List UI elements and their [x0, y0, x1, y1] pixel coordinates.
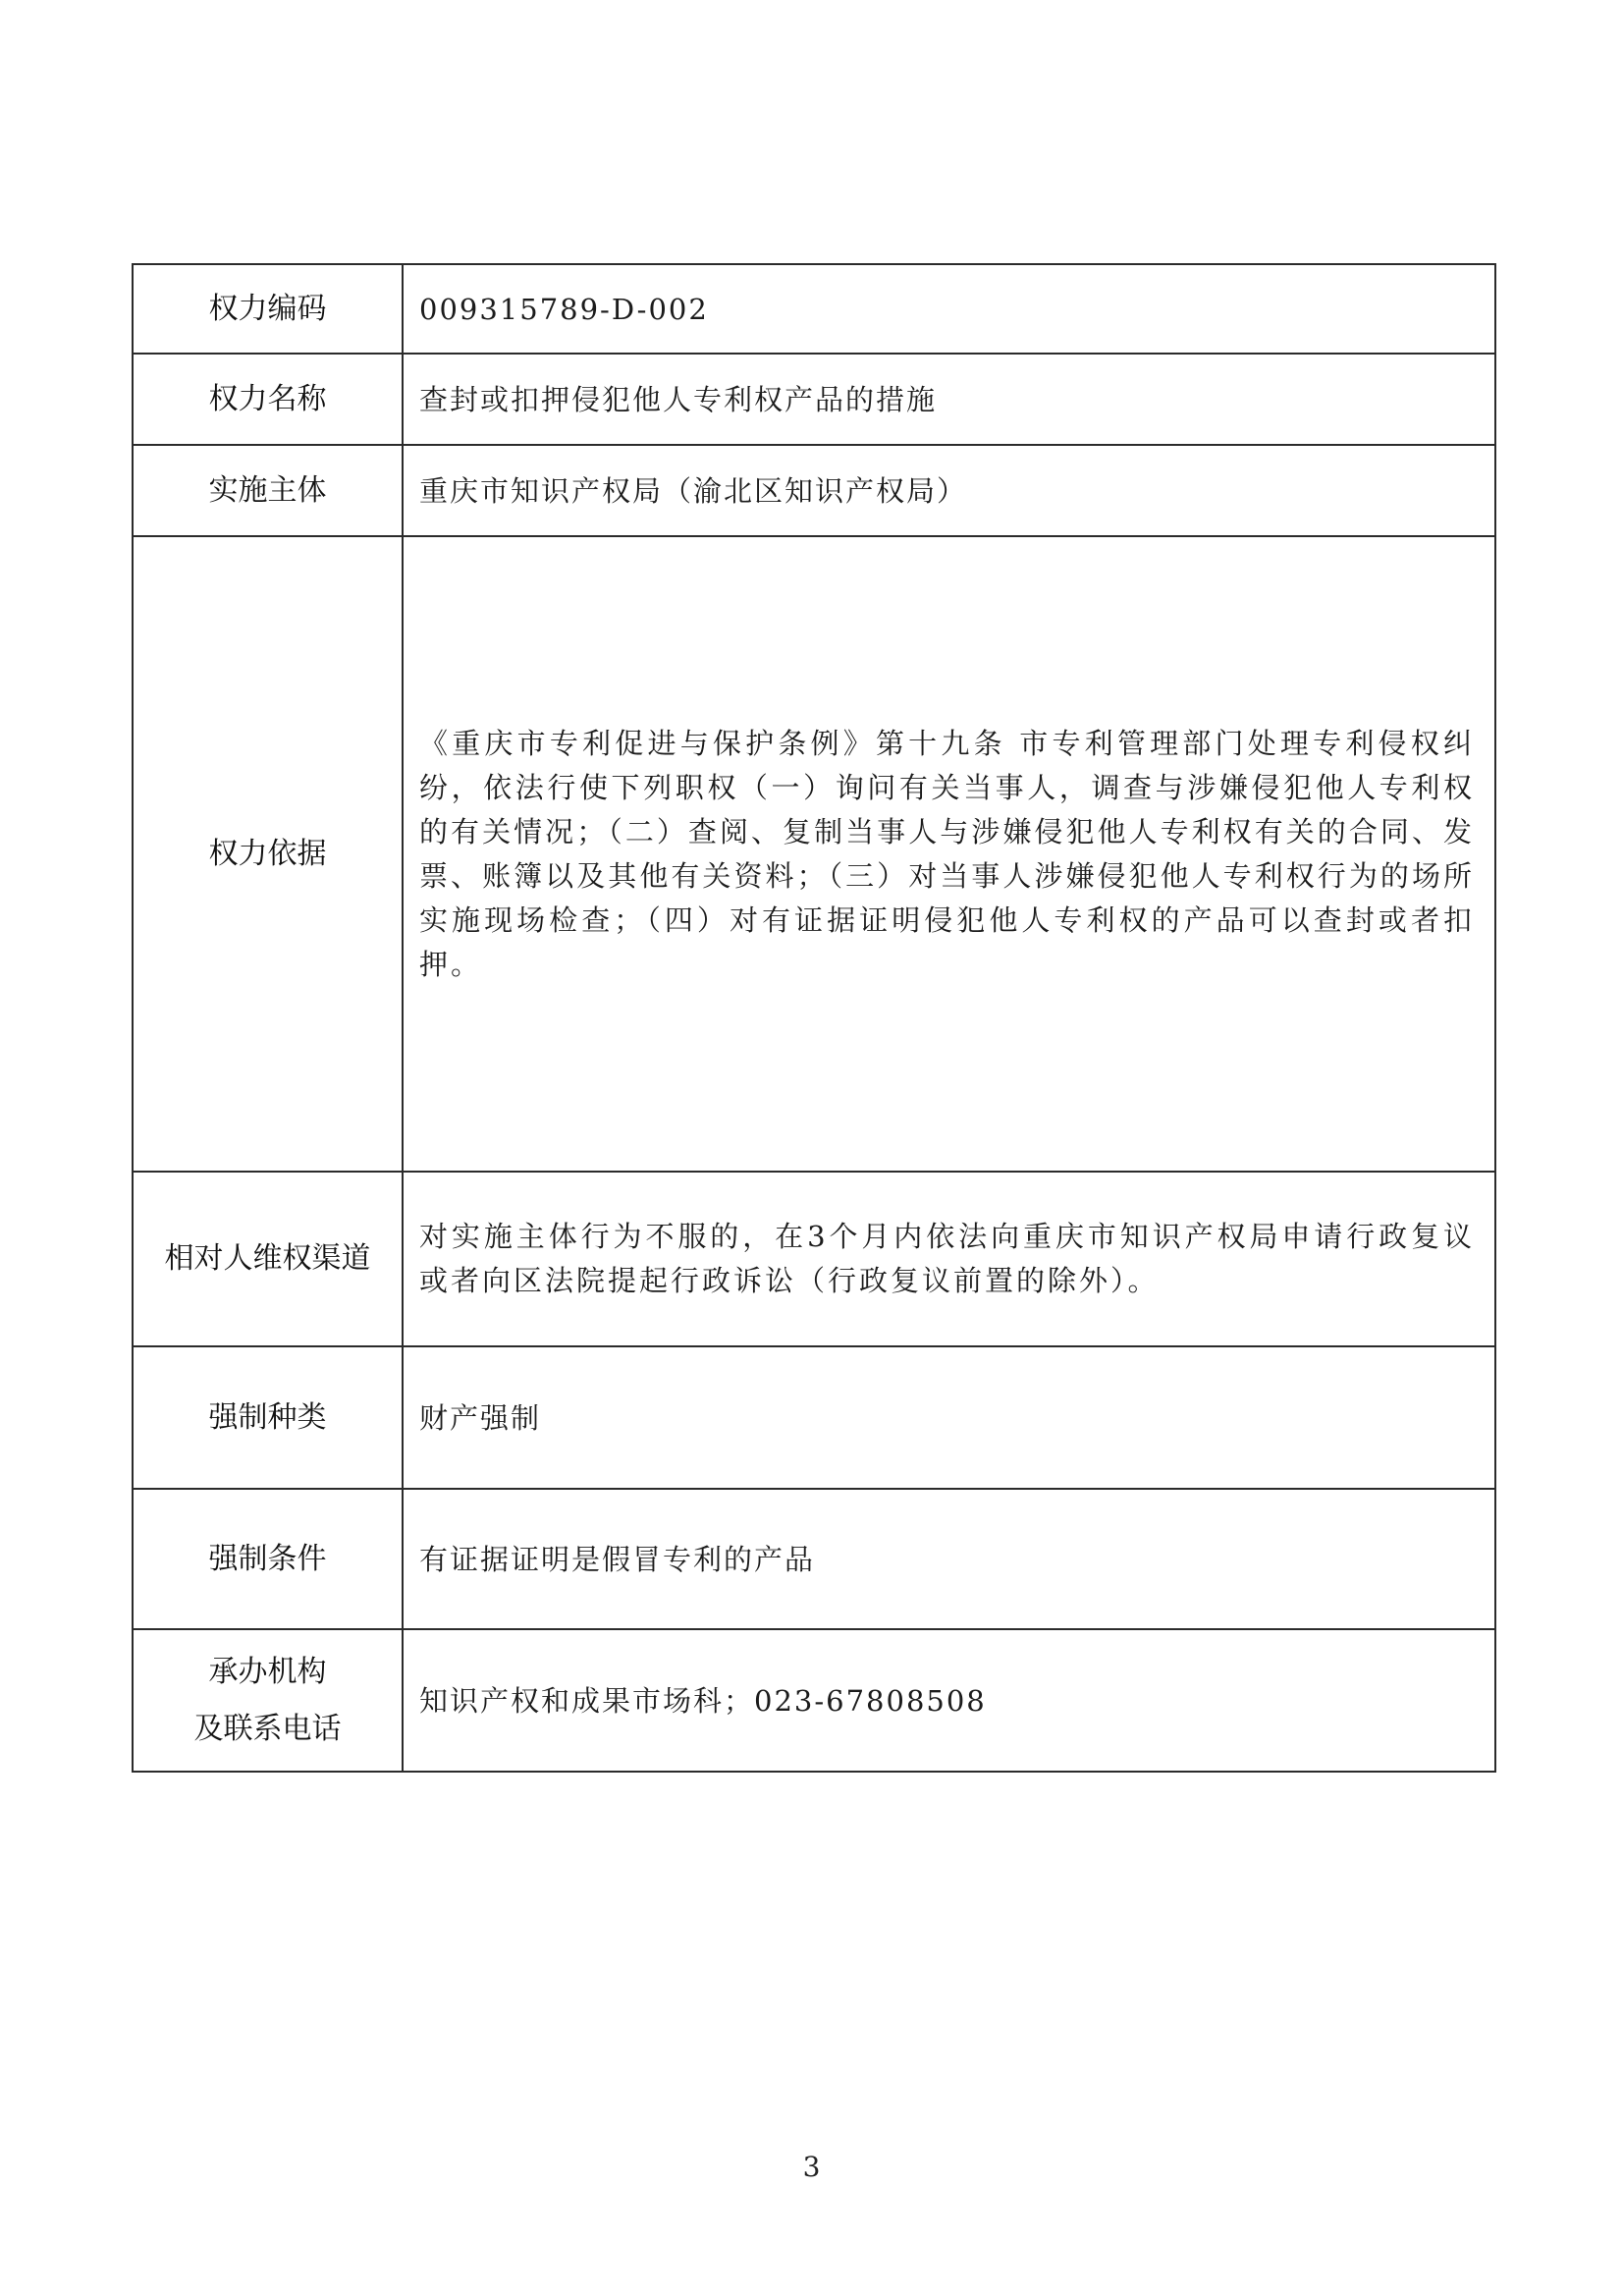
label-handling-agency-line1: 承办机构 — [208, 1654, 327, 1689]
table-row-enforcement-type — [133, 1346, 1495, 1489]
table-row-enforcement-condition — [133, 1489, 1495, 1629]
label-enforcement-type: 强制种类 — [133, 1346, 403, 1489]
power-info-table — [132, 263, 1496, 1773]
value-enforcement-condition: 有证据证明是假冒专利的产品 — [403, 1489, 1495, 1629]
label-remedy-channel: 相对人维权渠道 — [133, 1172, 403, 1346]
label-power-code: 权力编码 — [133, 264, 403, 354]
table-row-remedy-channel — [133, 1172, 1495, 1346]
value-power-code: 009315789-D-002 — [403, 264, 1495, 354]
value-legal-basis: 《重庆市专利促进与保护条例》第十九条 市专利管理部门处理专利侵权纠纷，依法行使下列职权（一）询问有关当事人，调查与涉嫌侵犯他人专利权的有关情况；（二）查阅、复制当事人与涉嫌侵犯他人专利权有关的合同、发票、账簿以及其他有关资料；（三）对当事人涉嫌侵犯他人专利权行为的场所实施现场检查；（四）对有证据证明侵犯他人专利权的产品可以查封或者扣押。 — [403, 536, 1495, 1172]
table-row-handling-agency — [133, 1629, 1495, 1772]
table-row-implementing-body — [133, 445, 1495, 536]
label-legal-basis: 权力依据 — [133, 536, 403, 1172]
label-enforcement-condition: 强制条件 — [133, 1489, 403, 1629]
table-row-power-name — [133, 354, 1495, 445]
value-enforcement-type: 财产强制 — [403, 1346, 1495, 1489]
label-handling-agency-line2: 及联系电话 — [193, 1711, 342, 1746]
label-handling-agency — [133, 1629, 403, 1772]
value-power-name: 查封或扣押侵犯他人专利权产品的措施 — [403, 354, 1495, 445]
page-number: 3 — [802, 2151, 821, 2183]
table-row-legal-basis — [133, 536, 1495, 1172]
value-remedy-channel: 对实施主体行为不服的，在3个月内依法向重庆市知识产权局申请行政复议或者向区法院提起行政诉讼（行政复议前置的除外）。 — [403, 1172, 1495, 1346]
value-implementing-body: 重庆市知识产权局（渝北区知识产权局） — [403, 445, 1495, 536]
label-implementing-body: 实施主体 — [133, 445, 403, 536]
table-row-power-code — [133, 264, 1495, 354]
label-power-name: 权力名称 — [133, 354, 403, 445]
value-handling-agency: 知识产权和成果市场科；023-67808508 — [403, 1629, 1495, 1772]
